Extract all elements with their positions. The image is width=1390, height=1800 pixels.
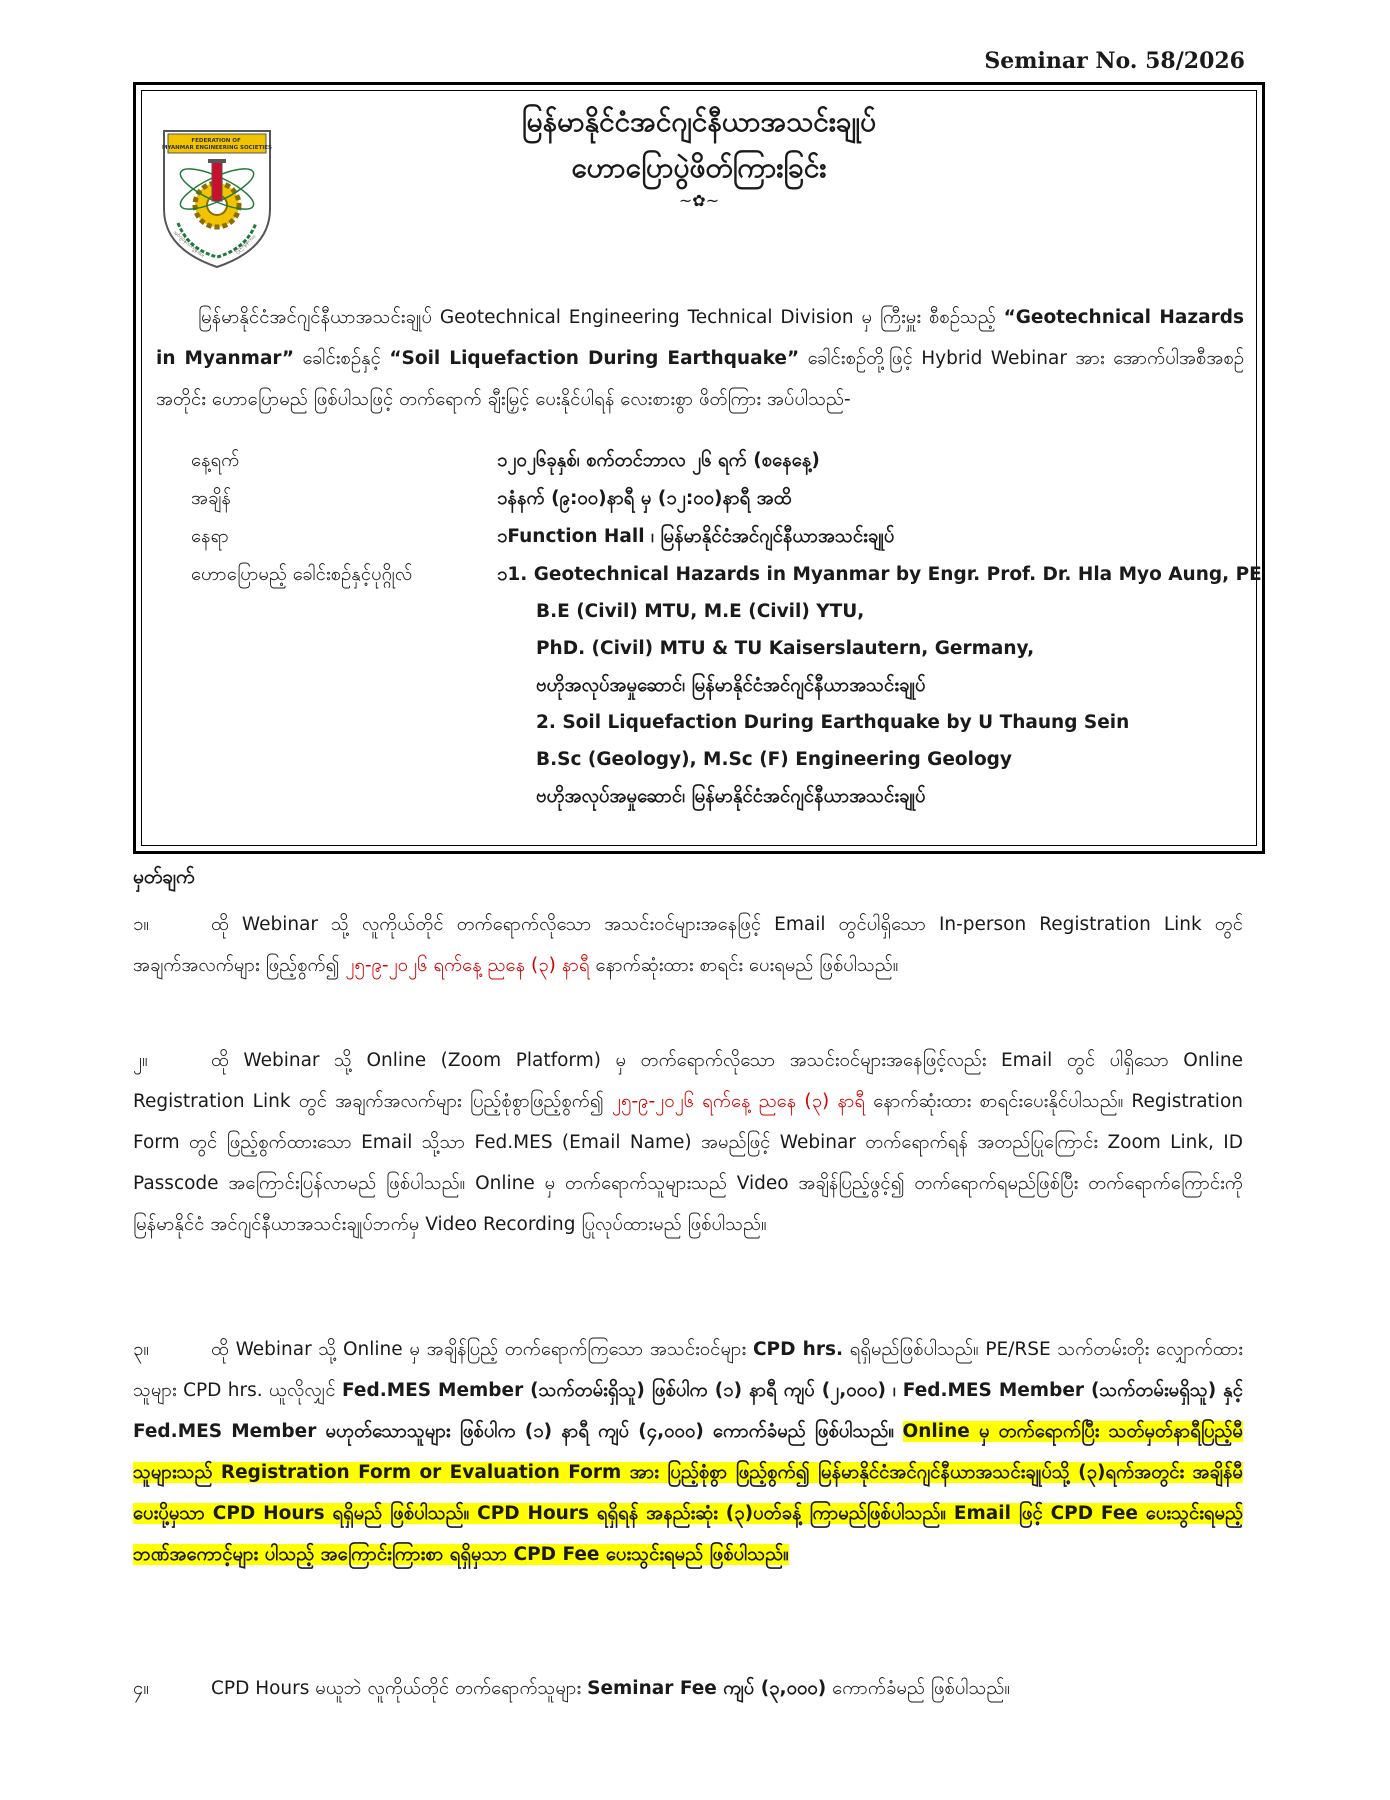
org-title: မြန်မာနိုင်ငံအင်ဂျင်နီယာအသင်းချုပ် xyxy=(521,105,877,138)
note-number: ၄။ xyxy=(133,1678,150,1699)
logo-top-text: FEDERATION OF MYANMAR ENGINEERING SOCIETIES xyxy=(161,138,273,151)
note-text: ရရှိမည်ဖြစ်ပါသည်။ PE/RSE သက်တမ်းတိုး လျှောက်ထားသူများ CPD hrs. ယူလိုလျှင် xyxy=(133,1339,1243,1401)
title-ornament: ~✿~ xyxy=(678,191,720,210)
notes-heading: မှတ်ချက် xyxy=(133,866,195,888)
note-number: ၃။ xyxy=(133,1339,150,1360)
note-text: ထို Webinar သို့ လူကိုယ်တိုင် တက်ရောက်လိုသော အသင်းဝင်များအနေဖြင့် Email တွင်ပါရှိသော In-person Registration Link တွင် အချက်အလက်များ ဖြည့်စွက်၍ xyxy=(133,914,1243,976)
note-highlight: Online မှ တက်ရောက်ပြီး သတ်မှတ်နာရီပြည့်မီသူများသည် Registration Form or Evaluation Form အား ပြည့်စုံစွာ ဖြည့်စွက်၍ မြန်မာနိုင်ငံအင်ဂျင်နီယာအသင်းချုပ်သို့ (၃)ရက်အတွင်း အချိန်မီ ပေးပို့မှသာ CPD Hours ရရှိမည် ဖြစ်ပါသည်။ CPD Hours ရရှိရန် အနည်းဆုံး (၃)ပတ်ခန့် ကြာမည်ဖြစ်ပါသည်။ Email ဖြင့် CPD Fee ပေးသွင်းရမည့် ဘဏ်အကောင့်များ ပါသည့် အကြောင်းကြားစာ ရရှိမှသာ CPD Fee ပေးသွင်းရမည် ဖြစ်ပါသည်။ xyxy=(133,1421,1243,1565)
speaker-line: 2. Soil Liquefaction During Earthquake by U Thaung Sein xyxy=(536,712,1130,733)
speaker-line: ဗဟိုအလုပ်အမှုဆောင်၊ မြန်မာနိုင်ငံအင်ဂျင်နီယာအသင်းချုပ် xyxy=(536,675,926,696)
speaker-line: PhD. (Civil) MTU & TU Kaiserslautern, Germany, xyxy=(536,638,1035,659)
note-fee-info: Fed.MES Member (သက်တမ်းရှိသူ) ဖြစ်ပါက (၁) နာရီ ကျပ် (၂,၀၀၀) ၊ Fed.MES Member (သက်တမ်းမရှိသူ) နှင့် Fed.MES Member မဟုတ်သောသူများ ဖြစ်ပါက (၁) နာရီ ကျပ် (၄,၀၀၀) ကောက်ခံမည် ဖြစ်ပါသည်။ xyxy=(133,1380,1243,1442)
note-3 xyxy=(133,1329,1243,1575)
detail-label: နေရာ xyxy=(191,526,229,547)
detail-value: ၁1. Geotechnical Hazards in Myanmar by Engr. Prof. Dr. Hla Myo Aung, PE xyxy=(497,564,1262,585)
intro-text-1: မြန်မာနိုင်ငံအင်ဂျင်နီယာအသင်းချုပ် Geotechnical Engineering Technical Division မှ ကြီးမှူး စီစဉ်သည့် xyxy=(198,307,1004,328)
logo-bottom-right: ပြည်ထွန်းကား xyxy=(233,233,258,255)
note-text: နောက်ဆုံးထား စာရင်း ပေးရမည် ဖြစ်ပါသည်။ xyxy=(589,955,899,976)
intro-text-2: ခေါင်းစဉ်နှင့် xyxy=(294,348,390,369)
intro-text-3: ခေါင်းစဉ်တို့ဖြင့် Hybrid Webinar အား အောက်ပါအစီအစဉ်အတိုင်း ဟောပြောမည် ဖြစ်ပါသဖြင့် တက်ရောက် ချီးမြှင့် ပေးနိုင်ပါရန် လေးစားစွာ ဖိတ်ကြား အပ်ပါသည်- xyxy=(156,348,1244,410)
note-4 xyxy=(133,1668,1243,1709)
intro-topic-1: “Geotechnical Hazards in Myanmar” xyxy=(156,307,1244,369)
note-deadline: ၂၅-၉-၂၀၂၆ ရက်နေ့ ညနေ (၃) နာရီ xyxy=(611,1091,866,1112)
note-text: ထို Webinar သို့ Online (Zoom Platform) မှ တက်ရောက်လိုသော အသင်းဝင်များအနေဖြင့်လည်း Email တွင် ပါရှိသော Online Registration Link တွင် အချက်အလက်များ ပြည့်စုံစွာဖြည့်စွက်၍ xyxy=(133,1050,1243,1112)
note-text: နောက်ဆုံးထား စာရင်းပေးနိုင်ပါသည်။ Registration Form တွင် ဖြည့်စွက်ထားသော Email သို့သာ Fed.MES (Email Name) အမည်ဖြင့် Webinar တက်ရောက်ရန် အတည်ပြုကြောင်း Zoom Link, ID Passcode အကြောင်းပြန်လာမည် ဖြစ်ပါသည်။ Online မှ တက်ရောက်သူများသည် Video အချိန်ပြည့်ဖွင့်၍ တက်ရောက်ရမည်ဖြစ်ပြီး တက်ရောက်ကြောင်းကို မြန်မာနိုင်ငံ အင်ဂျင်နီယာအသင်းချုပ်ဘက်မှ Video Recording ပြုလုပ်ထားမည် ဖြစ်ပါသည်။ xyxy=(133,1091,1243,1235)
detail-time xyxy=(191,481,792,517)
intro-topic-2: “Soil Liquefaction During Earthquake” xyxy=(389,348,800,369)
note-number: ၂။ xyxy=(133,1050,148,1071)
logo-bottom-left: အင်ဂျင်နီယာကွန်အား xyxy=(171,229,206,259)
invitation-title: ဟောပြောပွဲဖိတ်ကြားခြင်း xyxy=(571,151,827,184)
note-bold: CPD hrs. xyxy=(752,1339,844,1360)
speaker-line: B.E (Civil) MTU, M.E (Civil) YTU, xyxy=(536,601,865,622)
speaker-line: ဗဟိုအလုပ်အမှုဆောင်၊ မြန်မာနိုင်ငံအင်ဂျင်နီယာအသင်းချုပ် xyxy=(536,786,926,807)
note-deadline: ၂၅-၉-၂၀၂၆ ရက်နေ့ ညနေ (၃) နာရီ xyxy=(345,955,590,976)
detail-label: ဟောပြောမည့် ခေါင်းစဉ်နှင့်ပုဂ္ဂိုလ် xyxy=(191,564,413,585)
detail-value: ၁၂၀၂၆ခုနှစ်၊ စက်တင်ဘာလ ၂၆ ရက် (စနေနေ့) xyxy=(497,450,820,471)
invitation-frame xyxy=(133,82,1265,854)
detail-venue xyxy=(191,519,894,555)
detail-value: ၁နံနက် (၉:၀၀)နာရီ မှ (၁၂:၀၀)နာရီ အထိ xyxy=(497,488,792,509)
intro-paragraph xyxy=(156,297,1244,420)
note-1 xyxy=(133,904,1243,986)
detail-label: နေ့ရက် xyxy=(191,450,240,471)
note-text: CPD Hours မယူဘဲ လူကိုယ်တိုင် တက်ရောက်သူများ xyxy=(211,1678,588,1699)
note-text: ထို Webinar သို့ Online မှ အချိန်ပြည့် တက်ရောက်ကြသော အသင်းဝင်များ xyxy=(211,1339,753,1360)
note-text: ကောက်ခံမည် ဖြစ်ပါသည်။ xyxy=(826,1678,1010,1699)
detail-date xyxy=(191,443,820,479)
detail-label: အချိန် xyxy=(191,488,231,509)
detail-value: ၁Function Hall ၊ မြန်မာနိုင်ငံအင်ဂျင်နီယာအသင်းချုပ် xyxy=(497,526,895,547)
detail-topics xyxy=(191,557,1262,593)
note-bold: Seminar Fee ကျပ် (၃,၀၀၀) xyxy=(587,1678,827,1699)
seminar-number: Seminar No. 58/2026 xyxy=(984,48,1245,74)
note-2 xyxy=(133,1040,1243,1245)
speaker-line: B.Sc (Geology), M.Sc (F) Engineering Geology xyxy=(536,749,1012,770)
note-number: ၁။ xyxy=(133,914,150,935)
